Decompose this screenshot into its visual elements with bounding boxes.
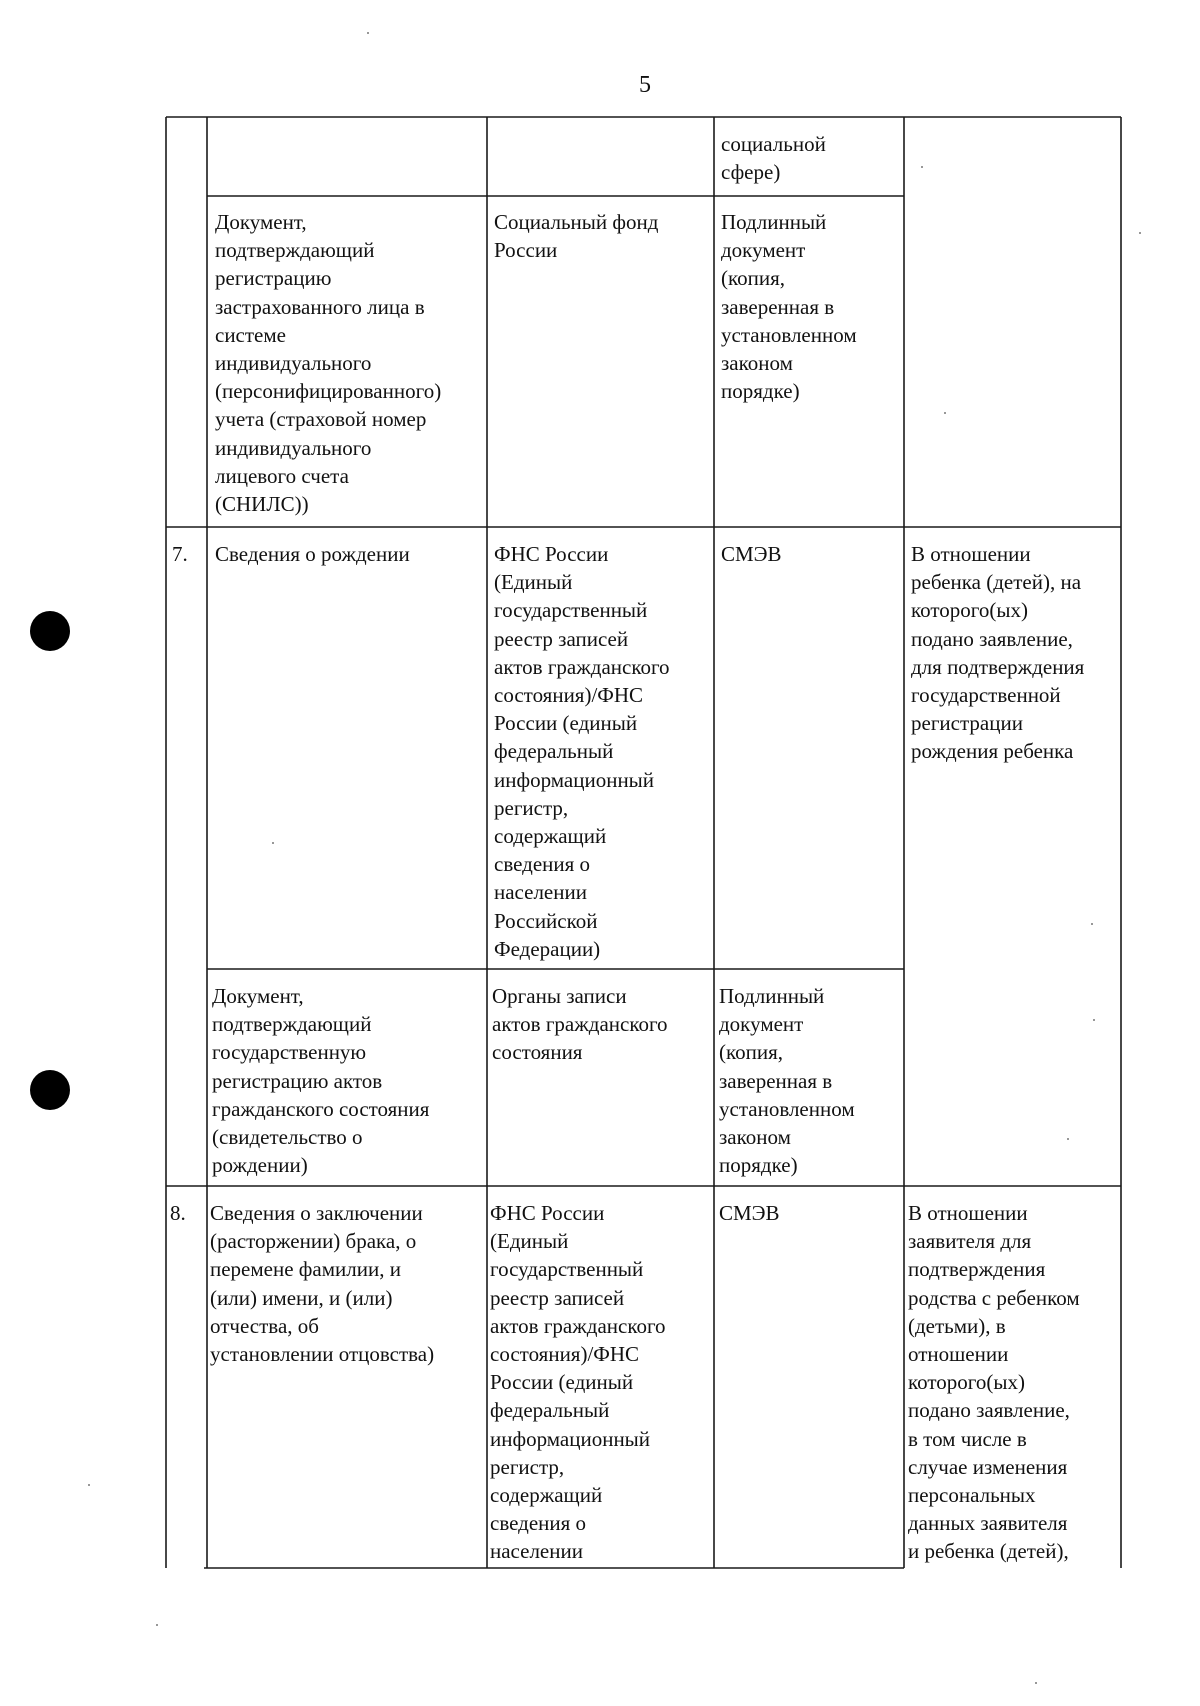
scan-speck (1035, 1682, 1037, 1684)
page-number: 5 (639, 72, 651, 98)
cont-sub2-form: Подлинный документ (копия, заверенная в установленном законом порядке) (721, 210, 857, 404)
scan-speck (1139, 232, 1141, 234)
row7-sub2-form: Подлинный документ (копия, заверенная в установленном законом порядке) (719, 984, 855, 1178)
row8-note: В отношении заявителя для подтверждения родства с ребенком (детьми), в отношении которого(ых) подано заявление, в том числе в случае изменения персональных данных заявителя и ребенка (детей), (908, 1201, 1080, 1564)
row8-number: 8. (170, 1201, 186, 1225)
scan-speck (944, 412, 946, 414)
row8-sub1-doc: Сведения о заключении (расторжении) брака, о перемене фамилии, и (или) имени, и (или) отчества, об установлении отцовства) (210, 1201, 435, 1367)
scan-speck (272, 842, 274, 844)
scan-speck (1091, 923, 1093, 925)
scan-speck (1067, 1138, 1069, 1140)
row7-sub1-doc: Сведения о рождении (215, 542, 410, 566)
scan-speck (921, 166, 923, 168)
row7-sub2-doc: Документ, подтверждающий государственную регистрацию актов гражданского состояния (свидетельство о рождении) (212, 984, 430, 1178)
row7-sub2-source: Органы записи актов гражданского состояния (492, 984, 668, 1065)
cont-sub2-source: Социальный фонд России (494, 210, 659, 263)
row7-sub1-form: СМЭВ (721, 542, 782, 566)
scan-speck (1093, 1019, 1095, 1021)
scan-speck (156, 1624, 158, 1626)
row7-note: В отношении ребенка (детей), на которого(ых) подано заявление, для подтверждения государственной регистрации рождения ребенка (911, 542, 1085, 764)
row8-sub1-form: СМЭВ (719, 1201, 780, 1225)
row7-number: 7. (172, 542, 188, 566)
scan-speck (88, 1484, 90, 1486)
scan-speck (367, 32, 369, 34)
row7-sub1-source: ФНС России (Единый государственный реестр записей актов гражданского состояния)/ФНС России (единый федеральный информационный регистр, содержащий сведения о населении Российской Федерации) (494, 542, 670, 961)
row8-sub1-source: ФНС России (Единый государственный реестр записей актов гражданского состояния)/ФНС России (единый федеральный информационный регистр, содержащий сведения о населении (490, 1201, 666, 1564)
cont-sub1-form: социальной сфере) (721, 132, 826, 185)
cont-sub2-doc: Документ, подтверждающий регистрацию застрахованного лица в системе индивидуального (персонифицированного) учета (страховой номер индивидуального лицевого счета (СНИЛС)) (215, 210, 442, 517)
